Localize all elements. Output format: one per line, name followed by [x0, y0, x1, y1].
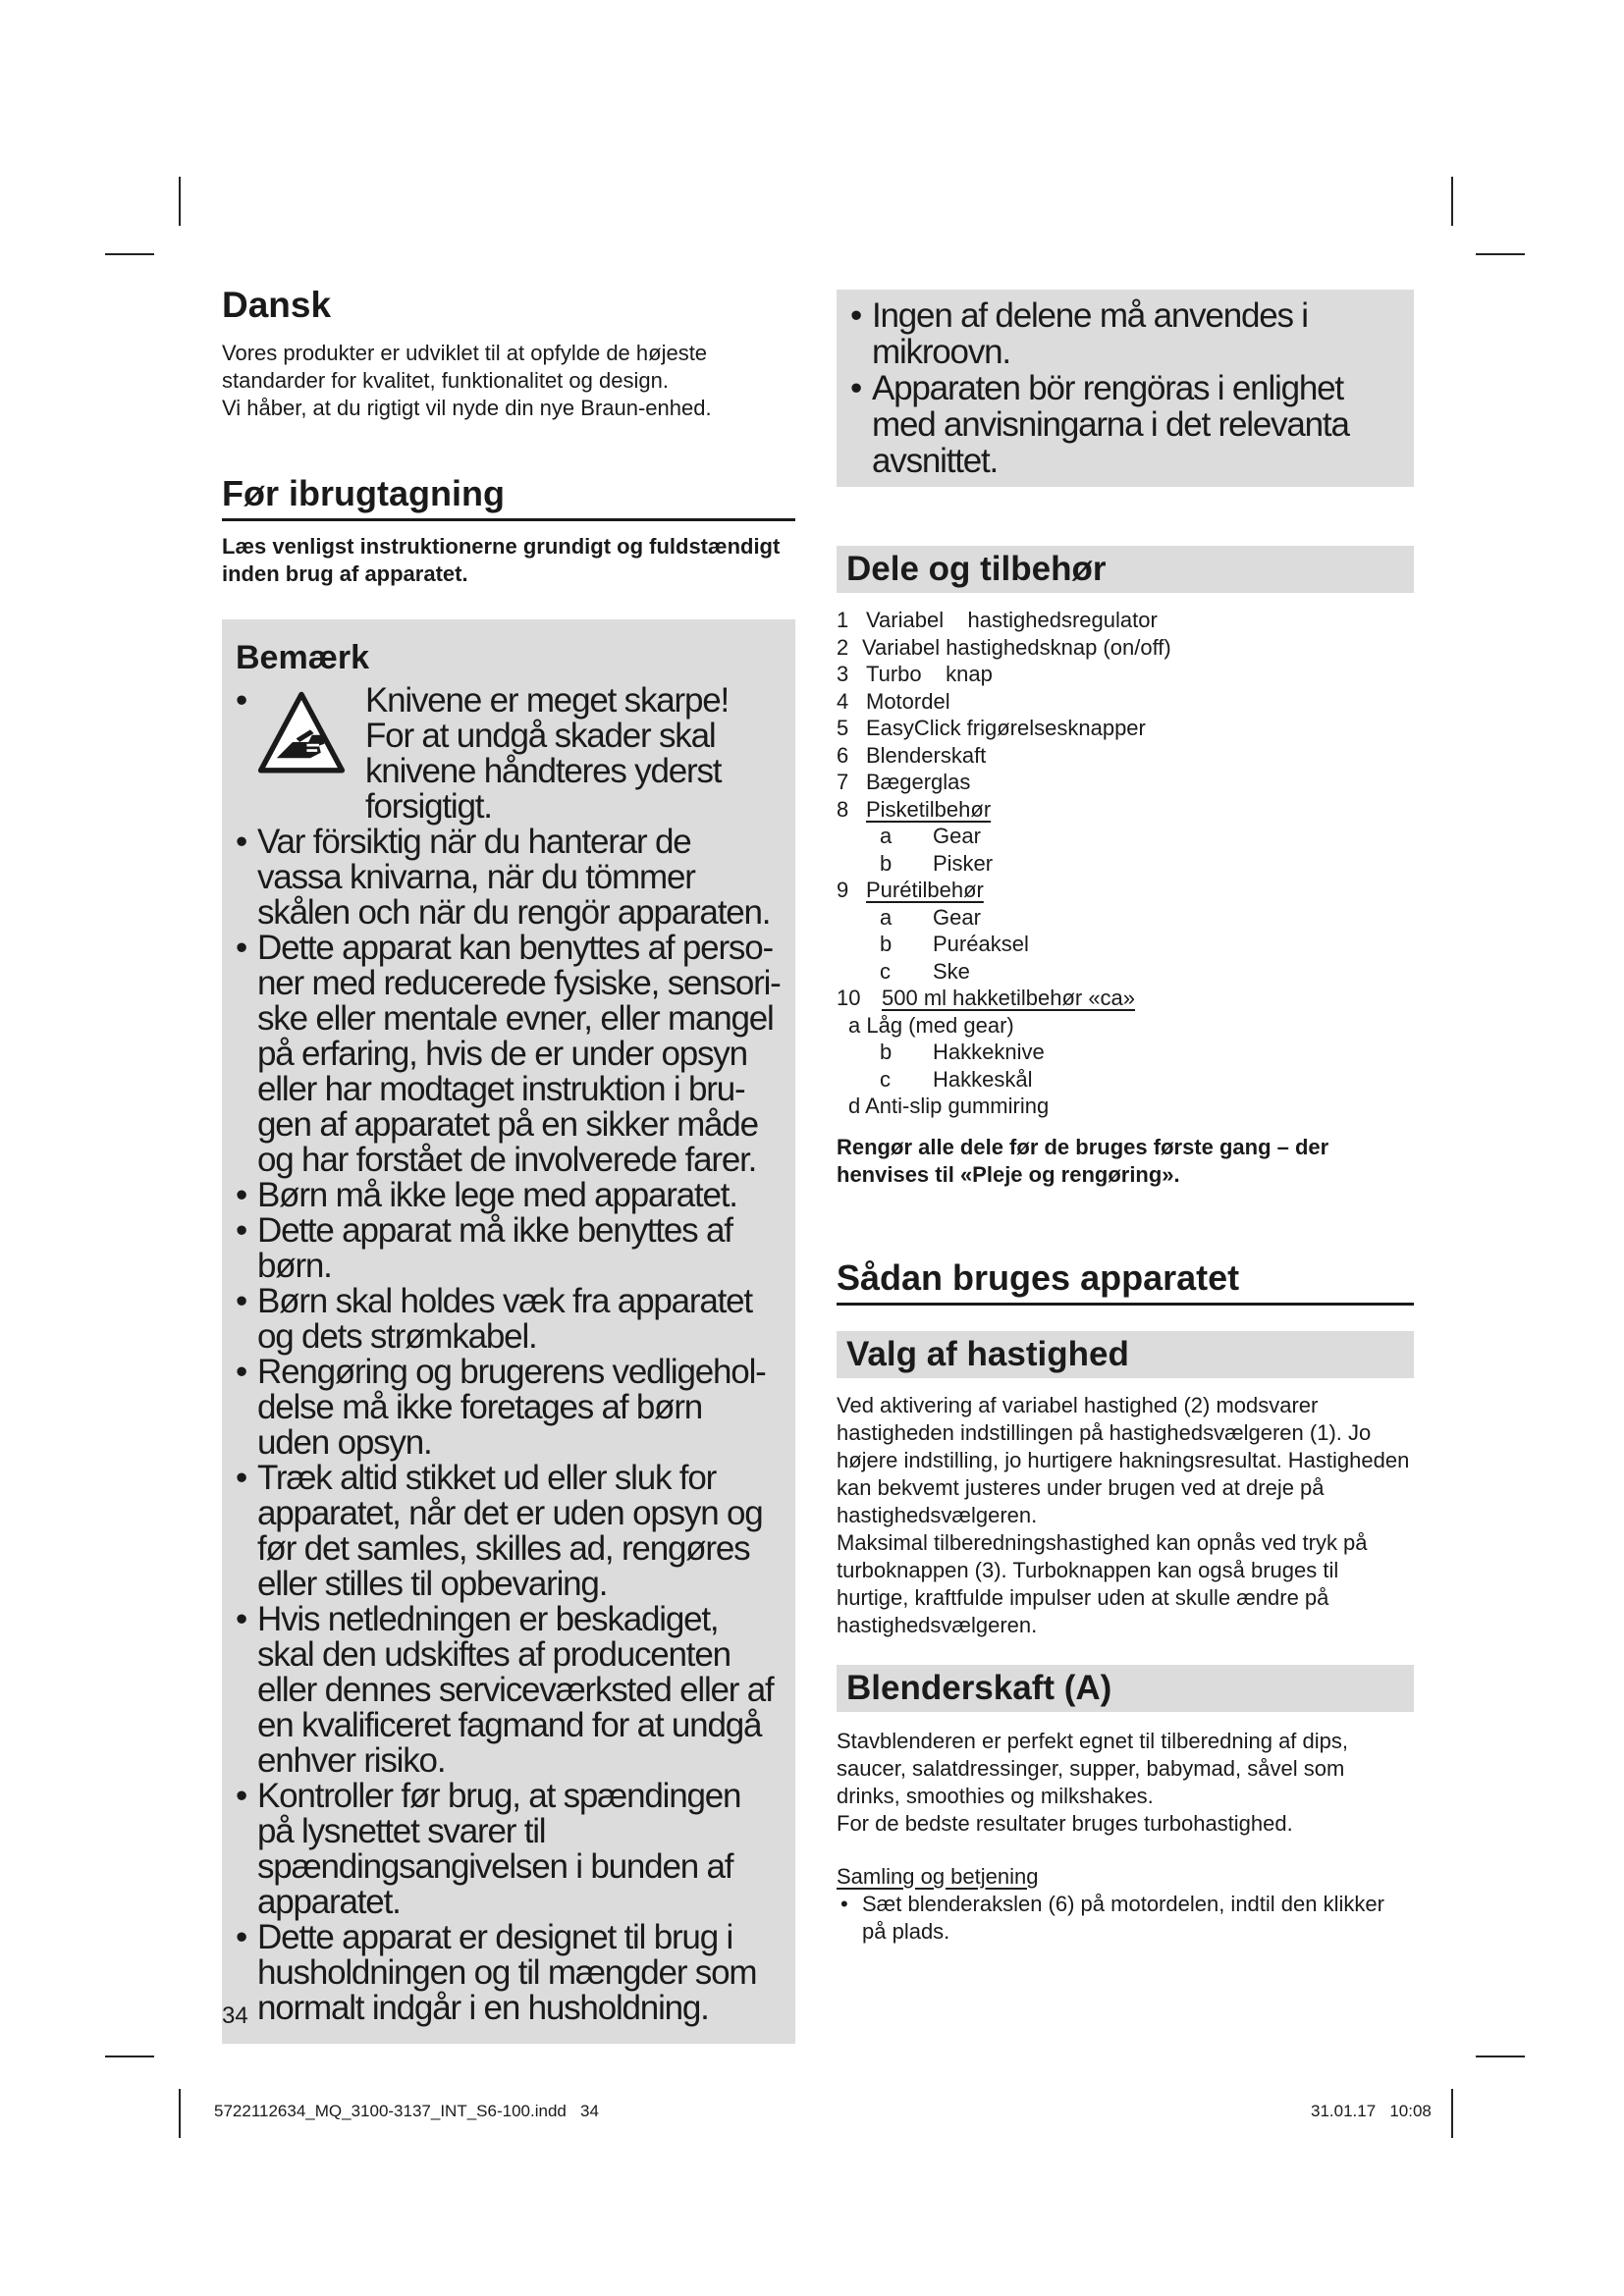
warning-item: • Børn må ikke lege med apparatet.: [236, 1178, 782, 1213]
list-item: [837, 742, 1414, 770]
warning-item: • Dette apparat kan benyttes af personer med reducerede fysiske, sensoriske eller mentale evner, eller mangel på erfaring, hvis de er under opsyn eller har modtaget instruktion i brugen af apparatet på en sikker måde og har forstået de involverede farer.: [236, 931, 782, 1178]
warning-item: • Rengøring og brugerens vedligeholdelse må ikke foretages af børn uden opsyn.: [236, 1355, 782, 1461]
crop-mark: [1451, 2089, 1453, 2138]
before-use-note: Læs venligst instruktionerne grundigt og fuldstændigt inden brug af apparatet.: [222, 534, 781, 586]
speed-title: Valg af hastighed: [837, 1331, 1414, 1378]
list-item: [837, 688, 1414, 716]
part-number: 1: [837, 608, 849, 632]
list-item: [837, 634, 1414, 662]
part-number: 8: [837, 796, 849, 822]
footer-file: 5722112634_MQ_3100-3137_INT_S6-100.indd 34: [214, 2102, 599, 2120]
part-label: Variabel hastighedsknap (on/off): [862, 634, 1171, 660]
crop-mark: [105, 253, 154, 255]
list-item: [837, 823, 1414, 850]
part-letter: c: [880, 1066, 891, 1092]
part-letter: b: [880, 932, 893, 956]
part-letter: b: [880, 1040, 893, 1064]
part-label: Pisketilbehør: [866, 796, 992, 822]
part-label: d Anti-slip gummiring: [848, 1094, 1050, 1118]
microwave-warning-box: [837, 290, 1414, 487]
warning-item: • Børn skal holdes væk fra apparatet og dets strømkabel.: [236, 1284, 782, 1355]
warning-item-text: • Knivene er meget skarpe! For at undgå skader skal knivene håndteres yderst forsigtigt.: [365, 681, 730, 826]
list-item: [837, 607, 1414, 634]
warning-list: [236, 683, 782, 2026]
crop-mark: [179, 177, 181, 226]
part-label: Gear: [933, 824, 981, 848]
before-use-title: Før ibrugtagning: [222, 473, 795, 521]
part-letter: c: [880, 958, 891, 984]
intro-text-2: Vi håber, at du rigtigt vil nyde din nye Braun-enhed.: [222, 396, 712, 420]
part-number: 3: [837, 662, 849, 686]
part-label: Purétilbehør: [866, 878, 984, 902]
part-label: Puréaksel: [933, 932, 1029, 956]
crop-mark: [179, 2089, 181, 2138]
list-item: [837, 796, 1414, 824]
part-number: 5: [837, 716, 849, 740]
warning-item: • Kontroller før brug, at spændingen på lysnettet svarer til spændingsangivelsen i bunden af apparatet.: [236, 1779, 782, 1920]
part-letter: a: [880, 904, 893, 930]
list-item: [837, 1012, 1414, 1040]
part-label: EasyClick frigørelsesknapper: [866, 716, 1146, 740]
part-label: Bægerglas: [866, 770, 971, 794]
list-item: [837, 958, 1414, 986]
warning-box: [222, 619, 795, 2044]
microwave-warning-list: [850, 297, 1400, 479]
speed-text-2: Maksimal tilberedningshastighed kan opnås ved tryk på turboknappen (3). Turboknappen kan også bruges til hurtige, kraftfulde impulser uden at skulle ændre på hastighedsvælgeren.: [837, 1529, 1368, 1637]
part-number: 9: [837, 878, 849, 902]
blender-text: Stavblenderen er perfekt egnet til tilberedning af dips, saucer, salatdressinger, supper, babymad, såvel som drinks, smoothies og milkshakes.: [837, 1728, 1348, 1808]
part-label: Turbo knap: [866, 662, 993, 686]
part-label: Blenderskaft: [866, 742, 987, 768]
part-number: 4: [837, 688, 849, 714]
warning-title: Bemærk: [236, 639, 370, 676]
footer-date: 31.01.17 10:08: [1311, 2102, 1432, 2120]
list-item: [837, 904, 1414, 932]
part-label: Pisker: [933, 850, 994, 876]
list-item: [837, 715, 1414, 742]
warning-item: • Dette apparat må ikke benyttes af børn.: [236, 1213, 782, 1284]
list-item: [837, 931, 1414, 958]
warning-item: • Apparaten bör rengöras i enlighet med anvisningarna i det relevanta avsnittet.: [850, 370, 1400, 479]
crop-mark: [1476, 253, 1525, 255]
speed-text: Ved aktivering af variabel hastighed (2) modsvarer hastigheden indstillingen på hastighedsvælgeren (1). Jo højere indstilling, jo hurtigere hakningsresultat. Hastigheden kan bekvemt justeres under brugen ved at dreje på hastighedsvælgeren.: [837, 1392, 1410, 1527]
part-number: 6: [837, 742, 849, 768]
blender-text-2: For de bedste resultater bruges turbohastighed.: [837, 1810, 1293, 1836]
crop-mark: [1451, 177, 1453, 226]
part-label: Ske: [933, 958, 970, 984]
part-number: 7: [837, 770, 849, 794]
list-item: [837, 985, 1414, 1012]
part-label: a Låg (med gear): [848, 1012, 1014, 1038]
crop-mark: [105, 2056, 154, 2057]
list-item: [837, 1066, 1414, 1094]
blender-title: Blenderskaft (A): [837, 1665, 1414, 1712]
assembly-title: Samling og betjening: [837, 1863, 1039, 1889]
warning-item: • Ingen af delene må anvendes i mikroovn.: [850, 297, 1400, 370]
warning-item: • Hvis netledningen er beskadiget, skal den udskiftes af producenten eller dennes serviceværksted eller af en kvalificeret fagmand for at undgå enhver risiko.: [236, 1602, 782, 1779]
list-item: [837, 1039, 1414, 1066]
part-label: Variabel hastighedsregulator: [866, 608, 1158, 632]
list-item: [837, 877, 1414, 904]
left-column: [222, 285, 795, 2044]
list-item: [837, 769, 1414, 796]
list-item: [837, 850, 1414, 878]
usage-title: Sådan bruges apparatet: [837, 1257, 1414, 1306]
list-item: • Sæt blenderakslen (6) på motordelen, indtil den klikker på plads.: [837, 1891, 1414, 1946]
language-title: Dansk: [222, 285, 332, 325]
part-letter: a: [880, 824, 893, 848]
hand-blade-warning-icon: [257, 689, 346, 777]
part-number: 2: [837, 634, 849, 660]
part-number: 10: [837, 986, 861, 1010]
assembly-list: [837, 1891, 1414, 1946]
list-item: [837, 661, 1414, 688]
part-label: 500 ml hakketilbehør «ca»: [882, 986, 1136, 1010]
crop-mark: [1476, 2056, 1525, 2057]
parts-title: Dele og tilbehør: [837, 546, 1414, 593]
part-label: Gear: [933, 904, 981, 930]
page-number: 34: [222, 2002, 248, 2029]
warning-item: • Træk altid stikket ud eller sluk for apparatet, når det er uden opsyn og før det samles, skilles ad, rengøres eller stilles til opbevaring.: [236, 1461, 782, 1602]
part-label: Hakkeknive: [933, 1040, 1045, 1064]
parts-list: [837, 607, 1414, 1120]
clean-note: Rengør alle dele før de bruges første gang – der henvises til «Pleje og rengøring».: [837, 1134, 1329, 1187]
warning-item: • Dette apparat er designet til brug i husholdningen og til mængder som normalt indgår i en husholdning.: [236, 1920, 782, 2026]
part-label: Motordel: [866, 688, 950, 714]
intro-text: Vores produkter er udviklet til at opfylde de højeste standarder for kvalitet, funktionalitet og design.: [222, 341, 708, 393]
list-item: [837, 1093, 1414, 1120]
part-label: Hakkeskål: [933, 1066, 1033, 1092]
right-column: [837, 290, 1414, 1946]
warning-item-first: [236, 683, 782, 825]
warning-item: • Var försiktig när du hanterar de vassa knivarna, när du tömmer skålen och när du rengör apparaten.: [236, 825, 782, 931]
part-letter: b: [880, 850, 893, 876]
